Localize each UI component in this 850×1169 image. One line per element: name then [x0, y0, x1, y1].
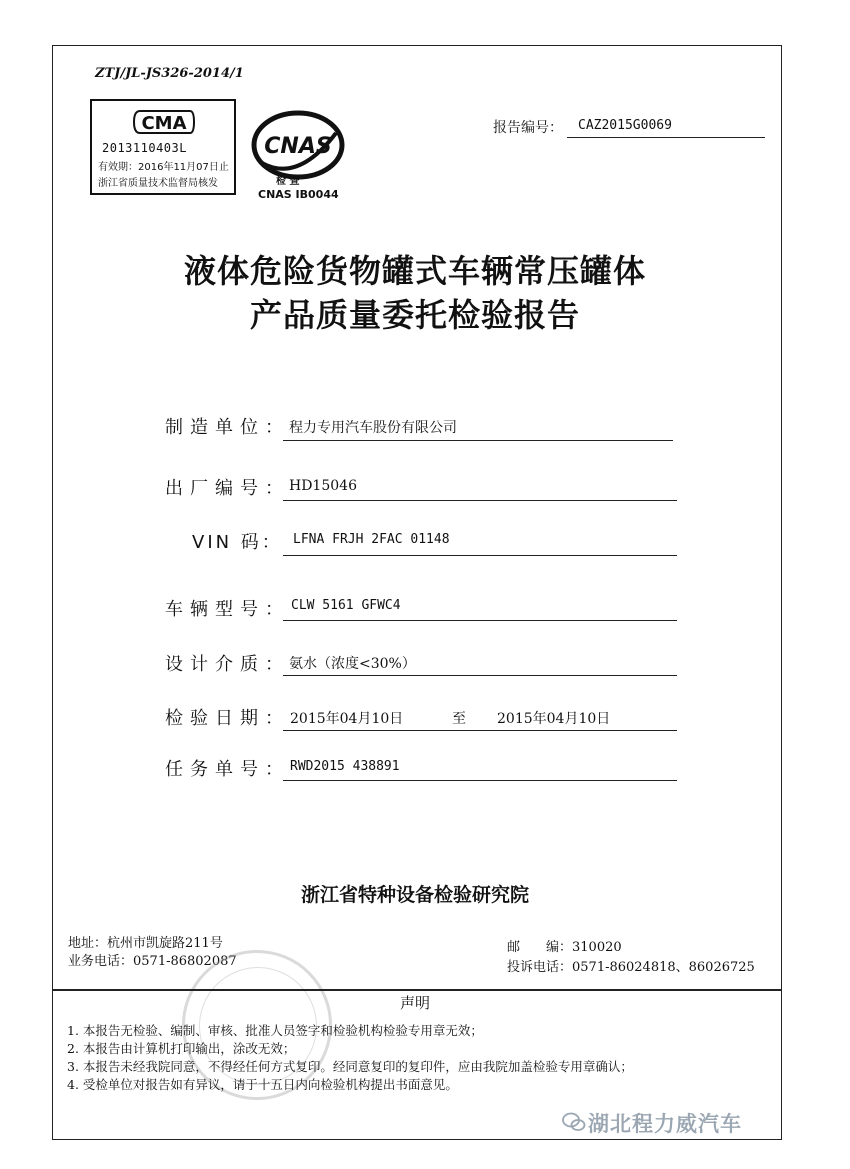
- cnas-id: CNAS IB0044: [258, 188, 339, 201]
- task-number-label: 任务单号：: [165, 759, 290, 780]
- svg-text:CNAS: CNAS: [264, 134, 332, 159]
- watermark-text: 湖北程力威汽车: [588, 1112, 742, 1136]
- inspection-date-label: 检验日期：: [165, 708, 290, 729]
- model-label: 车辆型号：: [165, 599, 290, 620]
- manufacturer-value: 程力专用汽车股份有限公司: [289, 420, 457, 436]
- postcode: 邮 编：310020: [507, 940, 622, 955]
- model-value: CLW 5161 GFWC4: [291, 598, 401, 613]
- task-number-underline: [283, 780, 677, 781]
- inspection-date-to-word: 至: [452, 711, 466, 727]
- declaration-item: 4. 受检单位对报告如有异议，请于十五日内向检验机构提出书面意见。: [67, 1077, 458, 1092]
- inspection-date-underline: [283, 730, 677, 731]
- inspection-date-from: 2015年04月10日: [290, 711, 404, 727]
- serial-underline: [283, 500, 677, 501]
- declaration-item: 2. 本报告由计算机打印输出，涂改无效；: [67, 1041, 296, 1056]
- declaration-title: 声明: [399, 994, 430, 1012]
- address: 地址：杭州市凯旋路211号: [68, 936, 223, 951]
- cma-valid-date: 有效期：2016年11月07日止: [98, 162, 229, 173]
- medium-value: 氨水（浓度<30%）: [289, 656, 416, 672]
- vin-label: VIN 码：: [192, 532, 283, 553]
- inspection-date-to: 2015年04月10日: [497, 711, 611, 727]
- document-title-line2: 产品质量委托检验报告: [249, 296, 580, 334]
- vin-value: LFNA FRJH 2FAC 01148: [293, 532, 450, 547]
- declaration-item: 3. 本报告未经我院同意，不得经任何方式复印。经同意复印的复印件，应由我院加盖检验专用章确认；: [67, 1059, 633, 1074]
- report-number-underline: [567, 137, 765, 138]
- declaration-item: 1. 本报告无检验、编制、审核、批准人员签字和检验机构检验专用章无效；: [67, 1023, 483, 1038]
- cma-issuer: 浙江省质量技术监督局核发: [98, 178, 218, 189]
- medium-underline: [283, 675, 677, 676]
- wechat-icon: [562, 1110, 586, 1134]
- document-title-line1: 液体危险货物罐式车辆常压罐体: [183, 252, 646, 290]
- model-underline: [283, 620, 677, 621]
- manufacturer-underline: [283, 440, 673, 441]
- complaint-phone: 投诉电话：0571-86024818、86026725: [507, 960, 755, 975]
- document-border: [52, 45, 782, 1140]
- report-number-value: CAZ2015G0069: [578, 118, 672, 133]
- svg-text:CMA: CMA: [141, 113, 187, 134]
- cma-code: 2013110403L: [102, 141, 187, 155]
- cnas-inspection-label: 检 查: [276, 176, 300, 187]
- standard-code: ZTJ/JL-JS326-2014/1: [95, 66, 244, 81]
- serial-label: 出厂编号：: [165, 478, 290, 499]
- vin-underline: [283, 555, 677, 556]
- cma-logo: [132, 107, 196, 137]
- business-phone: 业务电话：0571-86802087: [68, 954, 237, 969]
- declaration-divider: [52, 989, 782, 991]
- serial-value: HD15046: [289, 478, 357, 494]
- medium-label: 设计介质：: [165, 654, 290, 675]
- cma-certification-box: [90, 99, 236, 195]
- task-number-value: RWD2015 438891: [290, 759, 400, 774]
- report-number-label: 报告编号：: [493, 120, 563, 136]
- manufacturer-label: 制造单位：: [165, 417, 290, 438]
- institute-name: 浙江省特种设备检验研究院: [300, 884, 529, 906]
